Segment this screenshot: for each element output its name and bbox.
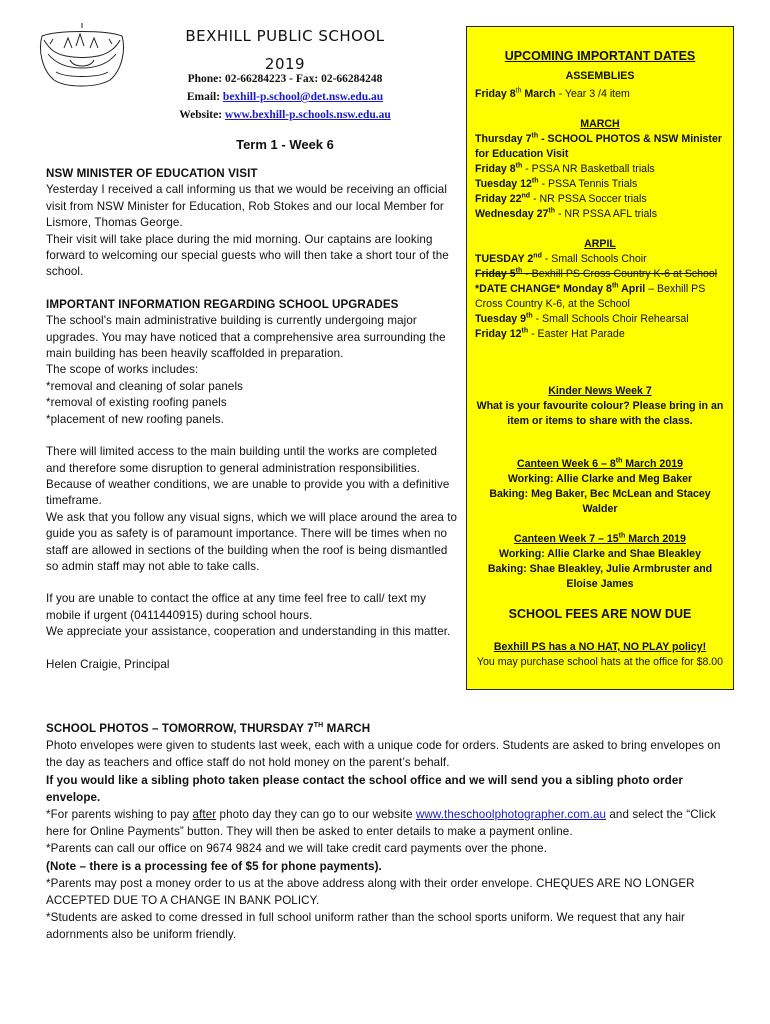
minister-visit-heading: NSW MINISTER OF EDUCATION VISIT: [46, 167, 258, 180]
website-label: Website:: [179, 109, 225, 121]
event-item: [475, 252, 725, 267]
email-line: [140, 88, 430, 106]
event-text: – Bexhill PS Cross Country K-6, at the School: [475, 283, 706, 310]
event-date-suffix: nd: [521, 192, 531, 200]
photos-fee-note: (Note – there is a processing fee of $5 for phone payments).: [46, 859, 382, 873]
upgrades-scope: The scope of works includes:: [46, 363, 199, 377]
assembly-date: Friday 8: [475, 88, 516, 100]
school-fees-notice: SCHOOL FEES ARE NOW DUE: [508, 607, 692, 621]
canteen-date-suffix: th: [618, 532, 626, 540]
april-events: [475, 252, 725, 342]
event-text: - NR PSSA AFL trials: [555, 208, 658, 220]
upcoming-dates-heading: UPCOMING IMPORTANT DATES: [504, 49, 696, 63]
april-title: ARPIL: [584, 238, 616, 250]
photos-heading-month: MARCH: [323, 722, 371, 735]
event-text: - Easter Hat Parade: [528, 328, 625, 340]
canteen-title-month: March 2019: [622, 458, 683, 470]
hat-purchase-text: You may purchase school hats at the office for $8.00: [476, 656, 724, 668]
event-date: Friday 12: [475, 328, 522, 340]
payment-after-emphasis: after: [192, 808, 217, 822]
minister-visit-paragraph-1: Yesterday I received a call informing us that we would be receiving an official visit from NSW Minister for Education, Rob Stokes and our local Member for Lismore, Thomas George.: [46, 183, 448, 230]
school-crest-logo: [36, 20, 128, 90]
scope-item: *removal and cleaning of solar panels: [46, 379, 244, 393]
event-date-suffix: th: [611, 282, 619, 290]
event-date: Friday 22: [475, 193, 522, 205]
payment-text-b: photo day they can go to our website: [216, 808, 416, 822]
photos-money-order: *Parents may post a money order to us at the above address along with their order envelope. CHEQUES ARE NO LONGER ACCEPTED DUE TO A CHANGE IN BANK POLICY.: [46, 876, 695, 908]
march-events: [475, 132, 725, 222]
payment-text-a: *For parents wishing to pay: [46, 808, 193, 822]
canteen-week-6: [475, 457, 725, 517]
upgrades-paragraph-1: The school's main administrative building is currently undergoing major upgrades. You may have noticed that a comprehensive area surrounding the main building has been heavily scaffolded in preparation.: [46, 314, 446, 361]
event-date-suffix: nd: [533, 252, 542, 260]
principal-signoff: Helen Craigie, Principal: [46, 657, 170, 671]
event-date-suffix: th: [531, 177, 539, 185]
photos-phone-payment: *Parents can call our office on 9674 9824 and we will take credit card payments over the phone.: [46, 842, 548, 856]
event-item: [475, 282, 725, 312]
event-date: TUESDAY 2: [475, 253, 534, 265]
photos-heading-suffix: TH: [313, 722, 324, 730]
hat-policy: Bexhill PS has a NO HAT, NO PLAY policy!: [493, 641, 707, 653]
upcoming-dates-box: [466, 26, 734, 690]
event-item: [475, 162, 725, 177]
event-item: [475, 207, 725, 222]
assemblies-title: ASSEMBLIES: [565, 70, 635, 82]
kinder-news-text: What is your favourite colour? Please bring in an item or items to share with the class.: [476, 400, 724, 427]
event-date: *DATE CHANGE* Monday 8: [475, 283, 612, 295]
event-month: April: [618, 283, 646, 295]
march-title: MARCH: [580, 118, 620, 130]
upgrades-paragraph-2: There will limited access to the main building until the works are completed and therefore some disruption to general administration responsibilities. Because of weather conditions, we are unable to provide you with a definitive timeframe.: [46, 445, 450, 508]
phone-fax: Phone: 02-66284223 - Fax: 02-66284248: [187, 73, 383, 85]
upgrades-paragraph-5: We appreciate your assistance, cooperation and understanding in this matter.: [46, 625, 451, 639]
canteen-working: Working: Allie Clarke and Shae Bleakley: [499, 548, 701, 560]
canteen-title-text: Canteen Week 6 – 8: [517, 458, 616, 470]
school-photos-heading: [46, 720, 726, 737]
event-text: - Small Schools Choir Rehearsal: [532, 313, 689, 325]
photos-uniform-request: *Students are asked to come dressed in full school uniform rather than the school sports uniform. We request that any hair adornments also be uniform friendly.: [46, 911, 686, 942]
upgrades-paragraph-3: We ask that you follow any visual signs, which we will place around the area to guide you as safety is of paramount importance. There will be times when no staff are allowed in sections of the building when the roof is being dismantled so admin staff may not able to take calls.: [46, 510, 458, 573]
event-item: [475, 312, 725, 327]
assembly-date-suffix: th: [515, 87, 522, 95]
event-item: [475, 177, 725, 192]
photos-online-payment: [46, 806, 726, 840]
event-date: Tuesday 12: [475, 178, 532, 190]
canteen-baking: Baking: Meg Baker, Bec McLean and Stacey Walder: [489, 488, 711, 515]
main-article-column: [46, 166, 458, 673]
canteen-title-month: March 2019: [625, 533, 686, 545]
payment-text-c: and select the “Click here for Online Payments” button. They will then be asked to enter details to make a payment online.: [46, 808, 716, 839]
photos-sibling-notice: If you would like a sibling photo taken please contact the school office and we will send you a sibling photo order envelope.: [46, 773, 683, 804]
event-date-suffix: th: [531, 132, 539, 140]
minister-visit-paragraph-2: Their visit will take place during the mid morning. Our captains are looking forward to welcoming our special guests who will then take a short tour of the school.: [46, 232, 449, 279]
event-item: [475, 192, 725, 207]
canteen-week-7-title: [475, 532, 725, 547]
canteen-week-6-title: [475, 457, 725, 472]
assembly-month: March: [521, 88, 556, 100]
term-week-heading: Term 1 - Week 6: [236, 137, 334, 152]
photos-heading-text: SCHOOL PHOTOS – TOMORROW, THURSDAY 7: [46, 722, 314, 735]
event-date-suffix: th: [521, 327, 529, 335]
event-text: - SCHOOL PHOTOS & NSW Minister for Education Visit: [475, 133, 722, 160]
event-date-suffix: th: [526, 312, 533, 320]
event-date: Friday 5: [475, 268, 516, 280]
assembly-text: - Year 3 /4 item: [555, 88, 630, 100]
canteen-title-text: Canteen Week 7 – 15: [514, 533, 619, 545]
photos-paragraph-1: Photo envelopes were given to students last week, each with a unique code for orders. Students are asked to bring envelopes on the day as teachers and office staff do not hold money on the parent’s behalf.: [46, 739, 721, 770]
school-photos-section: [46, 720, 726, 944]
event-text: - PSSA Tennis Trials: [538, 178, 638, 190]
event-date: Wednesday 27: [475, 208, 549, 220]
website-link[interactable]: www.bexhill-p.schools.nsw.edu.au: [224, 109, 391, 121]
event-text: - Small Schools Choir: [541, 253, 647, 265]
email-link[interactable]: bexhill-p.school@det.nsw.edu.au: [222, 91, 384, 103]
event-text: - NR PSSA Soccer trials: [530, 193, 647, 205]
scope-item: *placement of new roofing panels.: [46, 412, 224, 426]
event-item: [475, 132, 725, 162]
event-date-suffix: th: [515, 162, 523, 170]
event-text: - PSSA NR Basketball trials: [522, 163, 655, 175]
canteen-week-7: [475, 532, 725, 592]
event-date-suffix: th: [548, 207, 556, 215]
event-date: Thursday 7: [475, 133, 532, 145]
canteen-date-suffix: th: [615, 457, 623, 465]
contact-block: [140, 70, 430, 124]
canteen-working: Working: Allie Clarke and Meg Baker: [507, 473, 693, 485]
website-line: [140, 106, 430, 124]
upgrades-heading: IMPORTANT INFORMATION REGARDING SCHOOL UPGRADES: [46, 297, 399, 311]
event-date: Tuesday 9: [475, 313, 527, 325]
assembly-entry: [475, 87, 725, 102]
upgrades-paragraph-4: If you are unable to contact the office at any time feel free to call/ text my mobile if urgent (0411440915) during school hours.: [46, 592, 427, 622]
event-item-cancelled: [475, 267, 725, 282]
school-year: 2019: [264, 55, 306, 73]
email-label: Email:: [186, 91, 223, 103]
event-text: - Bexhill PS Cross Country K-6 at School: [522, 268, 718, 280]
event-date-suffix: th: [515, 267, 523, 275]
school-name: BEXHILL PUBLIC SCHOOL: [185, 27, 385, 45]
canteen-baking: Baking: Shae Bleakley, Julie Armbruster and Eloise James: [487, 563, 713, 590]
event-item: [475, 327, 725, 342]
scope-item: *removal of existing roofing panels: [46, 396, 227, 410]
photographer-website-link[interactable]: www.theschoolphotographer.com.au: [415, 808, 607, 822]
event-date: Friday 8: [475, 163, 516, 175]
kinder-news-title: Kinder News Week 7: [548, 385, 652, 397]
